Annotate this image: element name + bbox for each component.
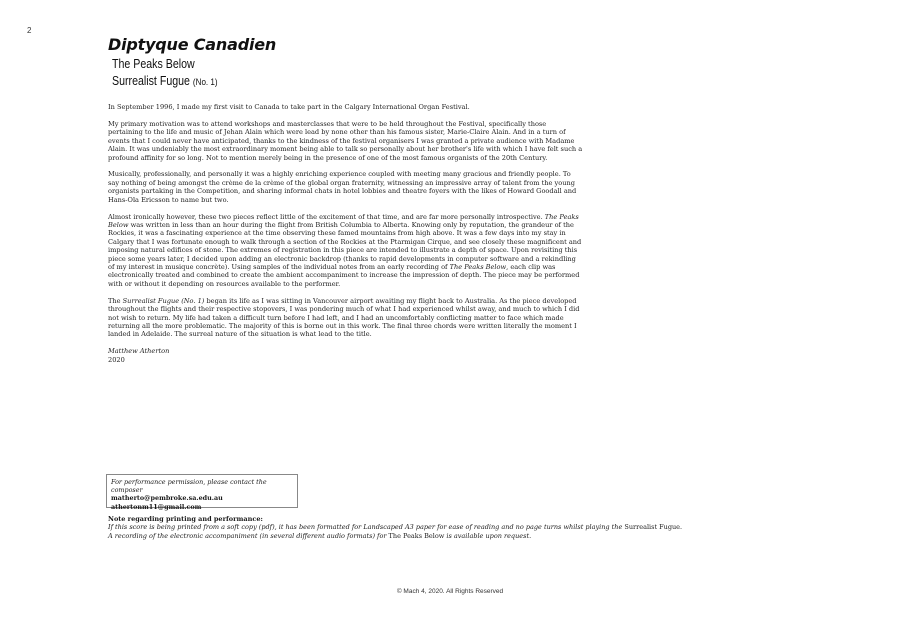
paragraph-5-title: Surrealist Fugue (No. 1) [122, 296, 205, 305]
paragraph-4-end: , each clip was electronically treated and combined to create the ambient accompaniment to increase the impression of depth. The piece may be performed with or without it depending on resources available to the performer. [108, 263, 580, 288]
document-title: Diptyque Canadien [108, 35, 277, 54]
printing-note-line-1-text: If this score is being printed from a soft copy (pdf), it has been formatted for Landscaped A3 paper for ease of reading and no page turns whilst playing the [108, 523, 625, 532]
printing-note-line-2-title: The Peaks Below [388, 531, 445, 540]
contact-box [106, 474, 298, 511]
score-header [108, 34, 276, 91]
printing-note-line-2-text: A recording of the electronic accompaniment (in several different audio formats) for [108, 531, 389, 540]
signature [108, 347, 583, 364]
subtitle-surrealist-fugue [112, 73, 251, 91]
subtitle-fugue-number: (No. 1) [192, 77, 218, 88]
page-number: 2 [27, 26, 32, 35]
copyright-footer: © Mach 4, 2020. All Rights Reserved [396, 588, 504, 595]
contact-email-1[interactable]: matherto@pembroke.sa.edu.au [111, 494, 223, 503]
signature-name: Matthew Atherton [108, 347, 170, 356]
paragraph-2: My primary motivation was to attend workshops and masterclasses that were to be held throughout the Festival, specifically those pertaining to the life and music of Jehan Alain which were lead by none other than his famous sister, Marie-Claire Alain. And in a turn of events that I could never have anticipated, thanks to the kindness of the festival organisers I was granted a private audience with Madame Alain. It was undeniably the most extraordinary moment being able to talk so personally about her brother's life with which I have felt such a profound affinity for so long. Not to mention merely being in the presence of one of the most famous organists of the 20th Century. [108, 119, 583, 162]
contact-email-2[interactable]: athertonm11@gmail.com [111, 502, 202, 511]
contact-intro: For performance permission, please contact the composer [111, 478, 267, 495]
paragraph-1: In September 1996, I made my first visit to Canada to take part in the Calgary International Organ Festival. [108, 103, 470, 111]
paragraph-5-end: began its life as I was sitting in Vancouver airport awaiting my flight back to Australia. As the piece developed throughout the flights and their respective stopovers, I was pondering much of what I had experienced whilst away, and much to which I did not wish to return. My life had taken a difficult turn before I had left, and I had an uncomfortably conflicting matter to face which made returning all the more problematic. The majority of this is borne out in this work. The final three chords were written literally the moment I landed in Adelaide. The surreal nature of the situation is what lead to the title. [108, 296, 580, 339]
paragraph-4-middle: was written in less than an hour during the flight from British Columbia to Alberta. Knowing only by reputation, the grandeur of the Rockies, it was a fascinating experience at the time observing these famed mountains from high above. It was a few days into my stay in Calgary that I was fortunate enough to walk through a section of the Rockies at the Ptarmigan Cirque, and see closely these magnificent and imposing natural edifices of stone. The extremes of registration in this piece are intended to illustrate a depth of space. Upon revisiting this piece some years later, I decided upon adding an electronic backdrop (thanks to rapid developments in computer software and a rekindling of my interest in musique concrète). Using samples of the individual notes from an early recording of [108, 220, 582, 271]
subtitle-fugue-main: Surrealist Fugue [112, 74, 190, 88]
paragraph-4-title: The Peaks Below [108, 212, 579, 229]
paragraph-5-intro: The [108, 296, 123, 305]
subtitle-peaks-below: The Peaks Below [112, 57, 195, 71]
printing-note [108, 515, 708, 540]
printing-note-line-1 [108, 523, 708, 531]
signature-year: 2020 [108, 355, 125, 364]
paragraph-4-intro: Almost ironically however, these two pieces reflect little of the excitement of that time, and are far more personally introspective. [108, 212, 545, 221]
printing-note-heading: Note regarding printing and performance: [108, 515, 263, 523]
paragraph-5 [108, 297, 583, 339]
printing-note-line-1-title: Surrealist Fugue. [624, 523, 683, 532]
program-notes [108, 103, 583, 364]
paragraph-3: Musically, professionally, and personally it was a highly enriching experience coupled with meeting many gracious and friendly people. To say nothing of being amongst the crème de la crème of the global organ fraternity, witnessing an impressive array of talent from the young organists partaking in the Competition, and sharing informal chats in hotel lobbies and theatre foyers with the likes of Howard Goodall and Hans-Ola Ericsson to name but two. [108, 170, 577, 204]
paragraph-4 [108, 213, 583, 289]
printing-note-line-2 [108, 532, 708, 540]
printing-note-line-2-end: is available upon request. [444, 531, 532, 540]
paragraph-4-title-2: The Peaks Below [449, 263, 507, 271]
